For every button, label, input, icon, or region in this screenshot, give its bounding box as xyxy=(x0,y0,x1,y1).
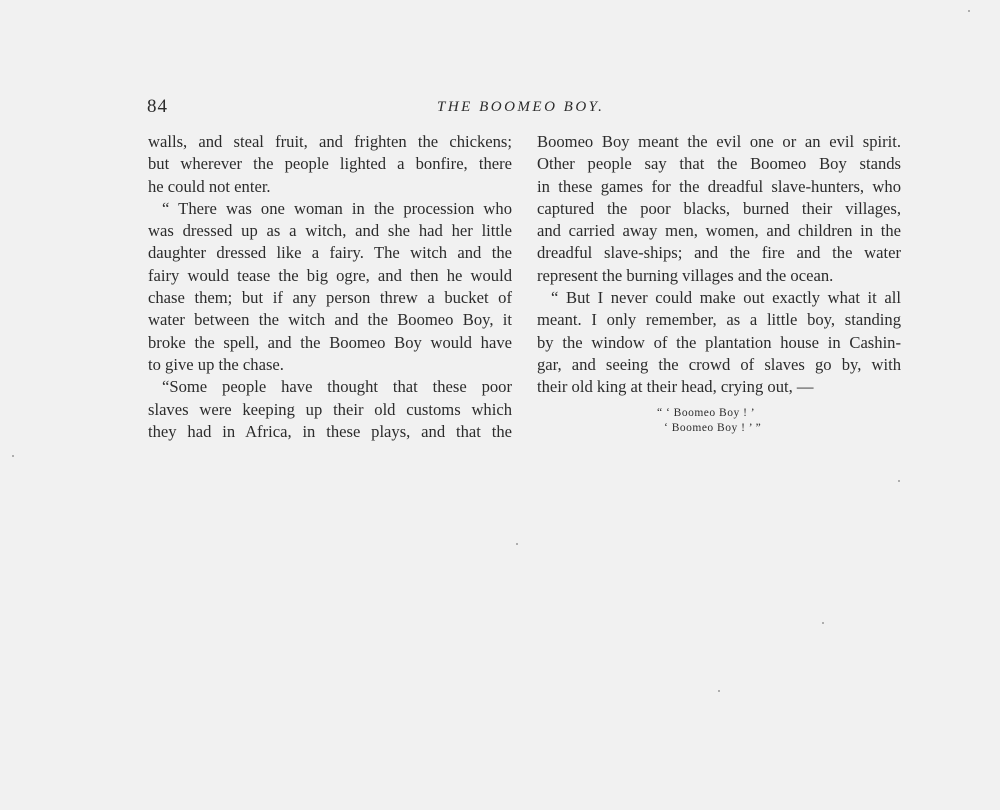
paragraph-continued xyxy=(537,131,901,287)
paragraph xyxy=(148,376,512,398)
text-line: “ There was one woman in the procession who xyxy=(162,198,512,218)
verse-line: “ ‘ Boomeo Boy ! ’ xyxy=(657,406,756,419)
text-line: Boomeo Boy meant the evil one or an evil spirit. xyxy=(537,132,901,151)
text-line: they had in Africa, in these plays, and that the xyxy=(148,421,512,441)
text-line: “Some people have thought that these poor xyxy=(162,377,512,397)
text-line: to give up the chase. xyxy=(148,354,284,374)
text-line: but wherever the people lighted a bonfire, there xyxy=(148,154,512,174)
text-line: gar, and seeing the crowd of slaves go by, with xyxy=(537,354,901,374)
page-number: 84 xyxy=(147,96,168,117)
paragraph xyxy=(148,198,512,220)
paragraph-continued xyxy=(148,399,512,444)
verse-line: ‘ Boomeo Boy ! ’ ” xyxy=(664,421,762,434)
paragraph-continued xyxy=(537,309,901,398)
paper-speck xyxy=(12,455,14,457)
text-line: their old king at their head, crying out, — xyxy=(537,377,814,397)
left-column xyxy=(148,131,512,443)
text-line: water between the witch and the Boomeo Boy, it xyxy=(148,310,512,330)
paragraph-continued xyxy=(148,220,512,376)
text-line: and carried away men, women, and children in the xyxy=(537,221,901,241)
paragraph xyxy=(148,131,512,198)
right-column xyxy=(537,131,901,436)
paper-speck xyxy=(822,622,824,624)
text-line: meant. I only remember, as a little boy, standing xyxy=(537,310,901,330)
text-line: was dressed up as a witch, and she had her little xyxy=(148,221,512,241)
text-line: captured the poor blacks, burned their villages, xyxy=(537,198,901,218)
running-title: THE BOOMEO BOY. xyxy=(437,99,605,115)
text-line: walls, and steal fruit, and frighten the chickens; xyxy=(148,132,512,151)
paper-speck xyxy=(516,543,518,545)
text-line: daughter dressed like a fairy. The witch and the xyxy=(148,243,512,263)
paper-speck xyxy=(898,480,900,482)
paragraph xyxy=(537,287,901,309)
paper-speck xyxy=(718,690,720,692)
text-line: in these games for the dreadful slave-hunters, who xyxy=(537,176,901,196)
text-line: he could not enter. xyxy=(148,176,271,196)
text-line: Other people say that the Boomeo Boy stands xyxy=(537,154,901,174)
text-line: by the window of the plantation house in Cashin- xyxy=(537,332,901,352)
text-line: chase them; but if any person threw a bucket of xyxy=(148,288,512,308)
text-line: slaves were keeping up their old customs which xyxy=(148,399,512,419)
text-line: represent the burning villages and the ocean. xyxy=(537,265,834,285)
text-line: “ But I never could make out exactly what it all xyxy=(551,288,901,308)
text-line: dreadful slave-ships; and the fire and the water xyxy=(537,243,901,263)
text-line: broke the spell, and the Boomeo Boy would have xyxy=(148,332,512,352)
paper-speck xyxy=(968,10,970,12)
text-line: fairy would tease the big ogre, and then he would xyxy=(148,265,512,285)
verse-quote xyxy=(537,406,901,436)
